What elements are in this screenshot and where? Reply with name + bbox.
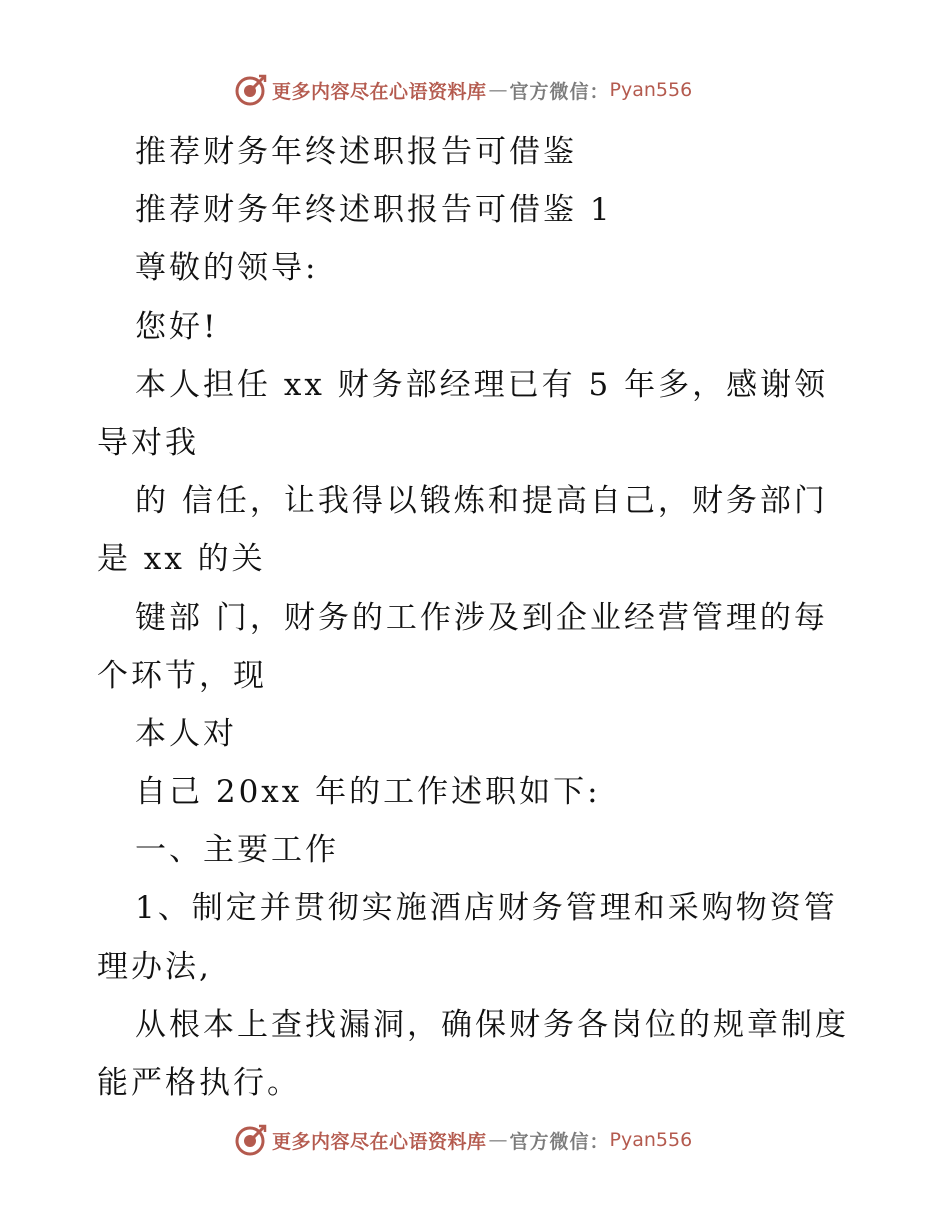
watermark-brand: 更多内容尽在心语资料库 — [272, 80, 487, 103]
logo-icon — [234, 1123, 268, 1157]
document-line: 键部 门，财务的工作涉及到企业经营管理的每 — [135, 599, 828, 636]
document-line: 本人对 — [135, 715, 237, 752]
document-line: 推荐财务年终述职报告可借鉴 — [135, 134, 577, 170]
watermark-dash: — — [488, 1129, 508, 1151]
document-line: 1、制定并贯彻实施酒店财务管理和采购物资管 — [135, 890, 838, 927]
document-line: 您好! — [135, 308, 219, 345]
document-line: 本人担任 xx 财务部经理已有 5 年多，感谢领 — [135, 366, 829, 403]
logo-icon — [234, 73, 268, 107]
document-line: 是 xx 的关 — [97, 541, 266, 578]
header-watermark — [234, 72, 692, 108]
document-line: 推荐财务年终述职报告可借鉴 1 — [135, 192, 613, 229]
document-line: 自己 20xx 年的工作述职如下: — [135, 774, 601, 811]
document-line: 个环节，现 — [97, 657, 267, 694]
watermark-account: Pyan556 — [609, 79, 693, 101]
document-line: 尊敬的领导: — [135, 250, 319, 287]
document-line: 能严格执行。 — [97, 1065, 301, 1101]
document-line: 一、主要工作 — [135, 832, 339, 869]
document-line: 理办法, — [97, 948, 212, 985]
footer-watermark — [234, 1122, 692, 1158]
watermark-account: Pyan556 — [609, 1129, 693, 1151]
document-line: 导对我 — [97, 424, 199, 461]
document-line: 的 信任，让我得以锻炼和提高自己，财务部门 — [135, 483, 828, 520]
document-body — [97, 123, 857, 1112]
watermark-subtitle: 官方微信： — [509, 80, 610, 103]
watermark-dash: — — [488, 79, 508, 101]
watermark-subtitle: 官方微信： — [509, 1130, 610, 1153]
watermark-brand: 更多内容尽在心语资料库 — [272, 1130, 487, 1153]
document-line: 从根本上查找漏洞，确保财务各岗位的规章制度 — [135, 1006, 849, 1043]
